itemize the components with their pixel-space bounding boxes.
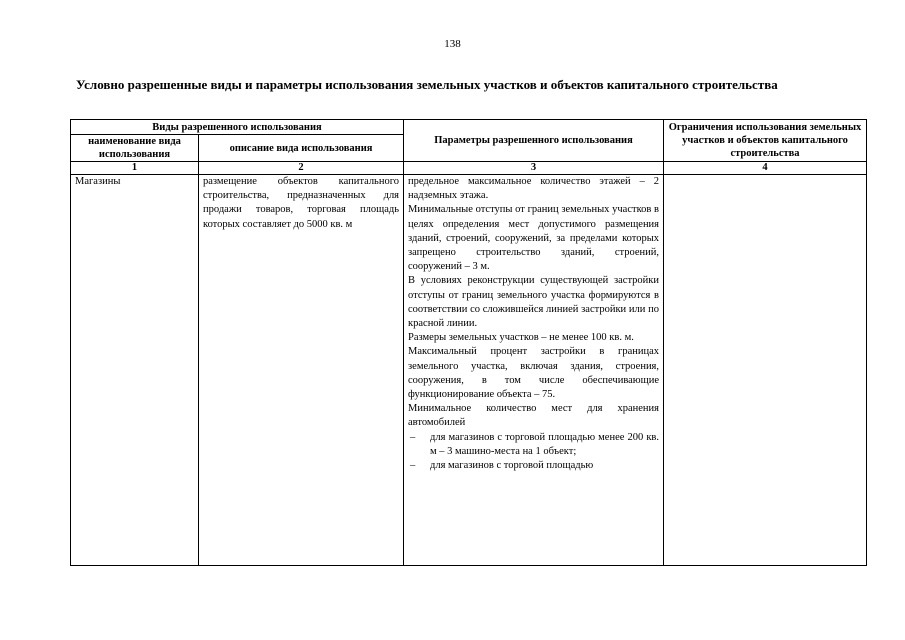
column-number: 2 xyxy=(199,162,404,175)
page-number: 138 xyxy=(444,38,461,50)
parameter-paragraph: Минимальное количество мест для хранения автомобилей xyxy=(408,403,660,429)
use-description-cell xyxy=(199,175,404,566)
parameter-paragraph: В условиях реконструкции существующей застройки отступы от границ земельного участка формируются в соответствии со сложившейся линией застройки или по красной линии. xyxy=(408,275,660,330)
header-use-name: наименование вида использования xyxy=(71,135,199,162)
parameter-list-item xyxy=(408,431,659,459)
parameter-list-item xyxy=(408,459,659,473)
header-group-permitted-uses: Виды разрешенного использования xyxy=(71,120,404,135)
column-number: 1 xyxy=(71,162,199,175)
use-name-cell: Магазины xyxy=(71,175,199,566)
document-title: Условно разрешенные виды и параметры использования земельных участков и объектов капитального строительства xyxy=(76,77,778,92)
header-row-1 xyxy=(71,120,867,135)
parameter-paragraph: Минимальные отступы от границ земельных участков в целях определения мест допустимого размещения зданий, строений, сооружений, за пределами которых запрещено строительство зданий, строений, сооружений – 3 м. xyxy=(408,204,660,273)
regulations-table xyxy=(70,119,867,566)
parameter-list-text: для магазинов с торговой площадью xyxy=(430,460,594,472)
column-number: 4 xyxy=(664,162,867,175)
column-number: 3 xyxy=(404,162,664,175)
table-row xyxy=(71,175,867,566)
parameters-cell xyxy=(404,175,664,566)
column-number-row xyxy=(71,162,867,175)
parameters-content xyxy=(408,175,659,559)
parameter-list-text: для магазинов с торговой площадью менее 200 кв. м – 3 машино-места на 1 объект; xyxy=(430,431,660,457)
parameter-paragraph: Максимальный процент застройки в границах земельного участка, включая здания, строения, сооружения, в том числе обеспечивающие функционирование объекта – 75. xyxy=(408,346,660,401)
dash-bullet: – xyxy=(410,460,416,472)
header-use-description: описание вида использования xyxy=(199,135,404,162)
parameter-paragraph: Размеры земельных участков – не менее 100 кв. м. xyxy=(408,332,634,344)
restrictions-cell xyxy=(664,175,867,566)
dash-bullet: – xyxy=(410,431,416,443)
parameter-paragraph: предельное максимальное количество этажей – 2 надземных этажа. xyxy=(408,176,660,202)
header-restrictions: Ограничения использования земельных участков и объектов капитального строительства xyxy=(664,120,867,162)
header-parameters: Параметры разрешенного использования xyxy=(404,120,664,162)
use-description-text: размещение объектов капитального строительства, предназначенных для продажи товаров, торговая площадь которых составляет до 5000 кв. м xyxy=(203,176,400,230)
